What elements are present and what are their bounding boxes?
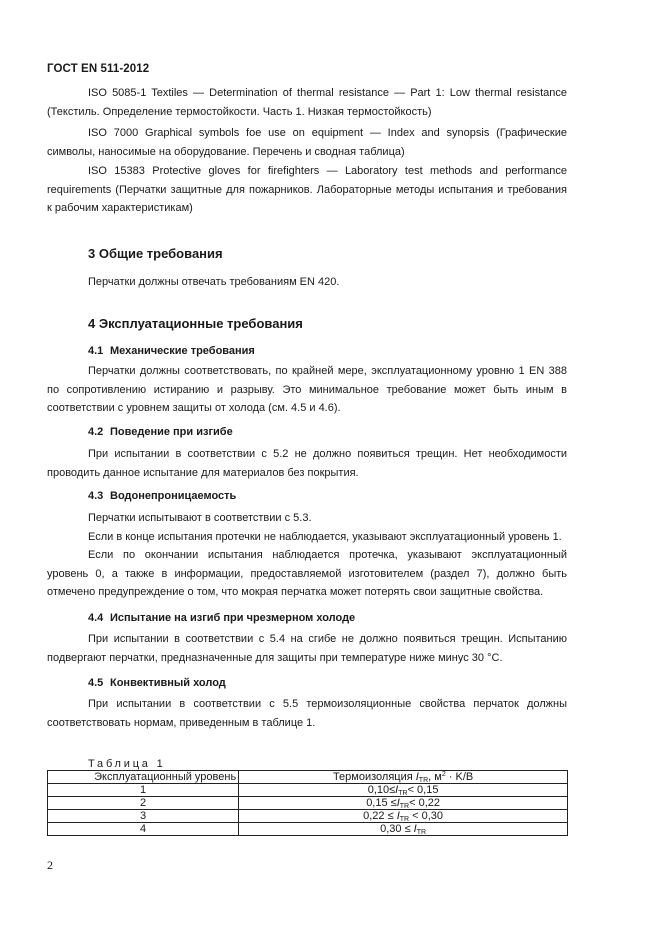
reference-iso-5085: ISO 5085-1 Textiles — Determination of thermal resistance — Part 1: Low thermal resistance (Текстиль. Определение термостойкости. Часть 1. Низкая термостойкость)	[47, 87, 567, 118]
table-cell-range: $0,22 \le I_{TR} < 0,30$	[239, 810, 568, 823]
table-header-level: Эксплуатационный уровень	[48, 771, 239, 784]
document-header: ГОСТ EN 511-2012	[47, 63, 150, 75]
section-4-2-text: При испытании в соответствии с 5.2 не должно появиться трещин. Нет необходимости проводить данное испытание для материалов без покрытия.	[47, 448, 567, 479]
table-row	[48, 784, 568, 797]
section-3-heading: 3 Общие требования	[88, 246, 223, 261]
section-4-3-heading: 4.3 Водонепроницаемость	[88, 490, 237, 502]
reference-iso-7000: ISO 7000 Graphical symbols foe use on equipment — Index and synopsis (Графические символы, наносимые на оборудование. Перечень и сводная таблица)	[47, 127, 567, 158]
section-4-2-heading: 4.2 Поведение при изгибе	[88, 426, 233, 438]
section-3-text: Перчатки должны отвечать требованиям EN 420.	[88, 276, 340, 288]
reference-iso-15383: ISO 15383 Protective gloves for firefighters — Laboratory test methods and performance requirements (Перчатки защитные для пожарников. Лабораторные методы испытания и требования к рабочим характеристикам)	[47, 165, 567, 215]
section-4-1-text: Перчатки должны соответствовать, по крайней мере, эксплуатационному уровню 1 EN 388 по сопротивлению истиранию и разрыву. Это минимальное требование может быть иным в соответствии с уровнем защиты от холода (см. 4.5 и 4.6).	[47, 365, 567, 415]
thermal-insulation-table	[47, 770, 568, 836]
section-4-5-heading: 4.5 Конвективный холод	[88, 677, 226, 689]
section-4-1-heading: 4.1 Механические требования	[88, 345, 255, 357]
section-4-4-text: При испытании в соответствии с 5.4 на сгибе не должно появиться трещин. Испытанию подвергают перчатки, предназначенные для защиты при температуре ниже минус 30 °C.	[47, 633, 567, 664]
table-caption: Таблица 1	[88, 758, 166, 770]
section-4-3-text: Перчатки испытывают в соответствии с 5.3. Если в конце испытания протечки не наблюдается, указывают эксплуатационный уровень 1. Если по окончании испытания наблюдается протечка, указывают эксплуатационный уровень 0, а также в информации, предоставляемой изготовителем (раздел 7), должно быть отмечено предупреждение о том, что мокрая перчатка может потерять свои защитные свойства.	[47, 512, 567, 599]
table-header-insulation: Термоизоляция $I_{TR}$, $м^2 \cdot K/B$	[239, 771, 568, 784]
table-cell-range: $0,10\le I_{TR}< 0,15$	[239, 784, 568, 797]
page-number: 2	[47, 858, 53, 872]
table-cell-level: 2	[48, 797, 239, 810]
table-cell-level: 1	[48, 784, 239, 797]
table-cell-level: 3	[48, 810, 239, 823]
table-row	[48, 797, 568, 810]
table-cell-level: 4	[48, 823, 239, 836]
table-row	[48, 810, 568, 823]
section-4-4-heading: 4.4 Испытание на изгиб при чрезмерном холоде	[88, 612, 356, 624]
table-cell-range: $0,15 \le I_{TR}< 0,22$	[239, 797, 568, 810]
table-header-row	[48, 771, 568, 784]
section-4-heading: 4 Эксплуатационные требования	[88, 316, 303, 331]
table-row	[48, 823, 568, 836]
table-cell-range: $0,30 \le I_{TR}$	[239, 823, 568, 836]
section-4-5-text: При испытании в соответствии с 5.5 термоизоляционные свойства перчаток должны соответствовать нормам, приведенным в таблице 1.	[47, 698, 567, 729]
